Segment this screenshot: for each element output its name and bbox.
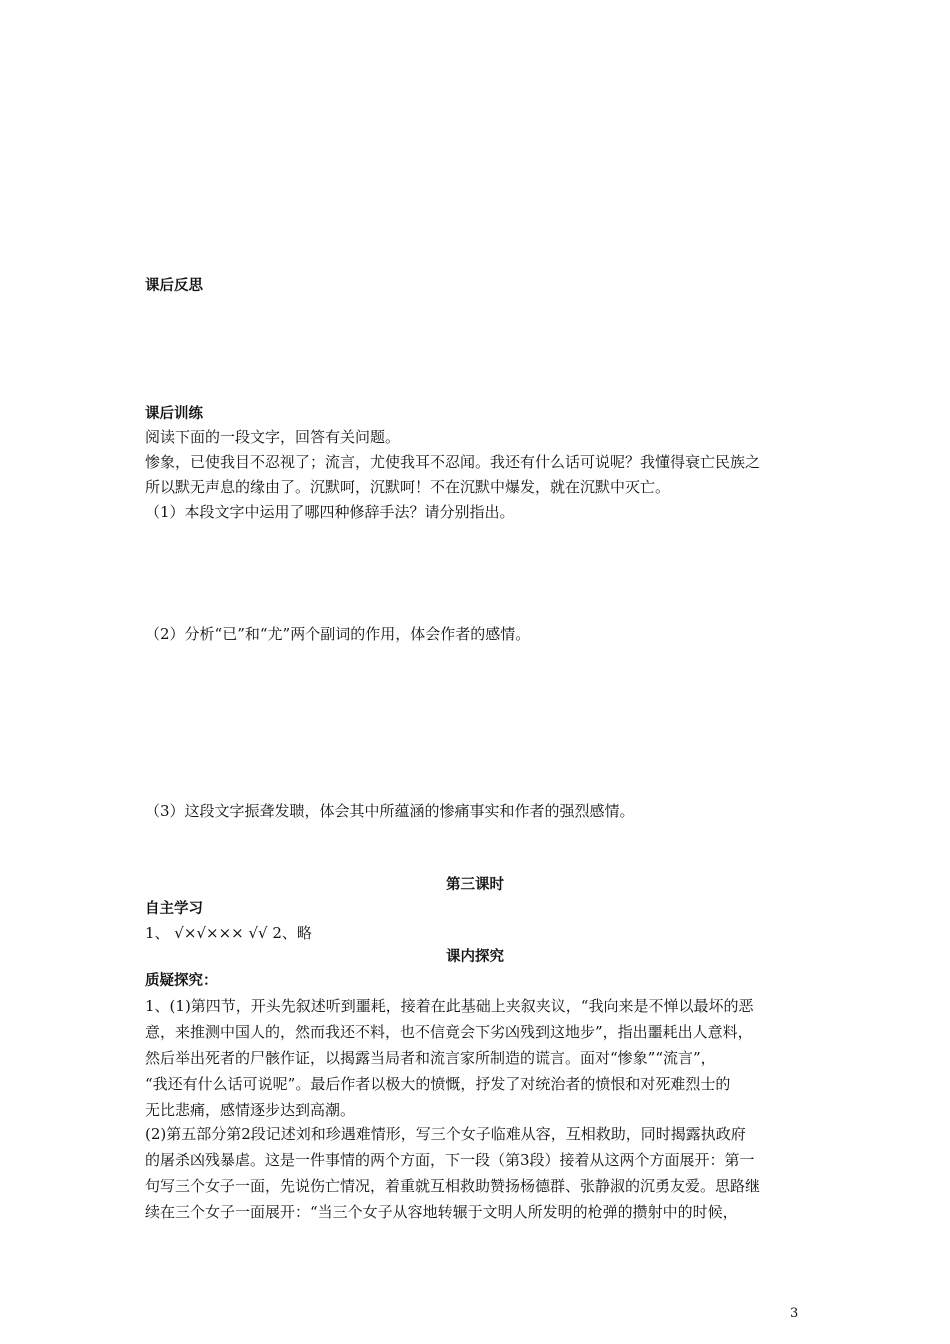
question-3: （3）这段文字振聋发聩，体会其中所蕴涵的惨痛事实和作者的强烈感情。 <box>145 802 635 820</box>
self-study-heading: 自主学习 <box>145 901 203 917</box>
inclass-title: 课内探究 <box>446 949 504 965</box>
reflection-heading: 课后反思 <box>145 278 203 294</box>
question-1: （1）本段文字中运用了哪四种修辞手法？请分别指出。 <box>145 503 515 521</box>
passage-line: 所以默无声息的缘由了。沉默呵，沉默呵！不在沉默中爆发，就在沉默中灭亡。 <box>145 478 671 496</box>
inquiry-heading: 质疑探究： <box>145 973 218 989</box>
paragraph-2-line: 的屠杀凶残暴虐。这是一件事情的两个方面，下一段（第3段）接着从这两个方面展开：第一 <box>145 1151 755 1169</box>
training-instruction: 阅读下面的一段文字，回答有关问题。 <box>145 428 401 446</box>
paragraph-1-line: 然后举出死者的尸骸作证，以揭露当局者和流言家所制造的谎言。面对“惨象”“流言”， <box>145 1049 716 1067</box>
training-heading: 课后训练 <box>145 406 203 422</box>
paragraph-1-line: 1、(1)第四节，开头先叙述听到噩耗，接着在此基础上夹叙夹议，“我向来是不惮以最坏的恶 <box>145 997 754 1015</box>
paragraph-2-line: (2)第五部分第2段记述刘和珍遇难情形，写三个女子临难从容，互相救助，同时揭露执政府 <box>145 1125 746 1143</box>
self-study-answer: 1、 √×√××× √√ 2、略 <box>145 924 312 942</box>
question-2: （2）分析“已”和“尤”两个副词的作用，体会作者的感情。 <box>145 625 531 643</box>
paragraph-1-line: 意，来推测中国人的，然而我还不料，也不信竟会下劣凶残到这地步”，指出噩耗出人意料， <box>145 1023 753 1041</box>
passage-line: 惨象，已使我目不忍视了；流言，尤使我耳不忍闻。我还有什么话可说呢？我懂得衰亡民族之 <box>145 453 761 471</box>
paragraph-2-line: 句写三个女子一面，先说伤亡情况，着重就互相救助赞扬杨德群、张静淑的沉勇友爱。思路继 <box>145 1177 761 1195</box>
page-number: 3 <box>790 1306 799 1321</box>
paragraph-2-line: 续在三个女子一面展开：“当三个女子从容地转辗于文明人所发明的枪弹的攒射中的时候， <box>145 1203 738 1221</box>
paragraph-1-line: “我还有什么话可说呢”。最后作者以极大的愤慨，抒发了对统治者的愤恨和对死难烈士的 <box>145 1075 731 1093</box>
paragraph-1-line: 无比悲痛，感情逐步达到高潮。 <box>145 1101 356 1119</box>
lesson-title: 第三课时 <box>446 877 504 893</box>
